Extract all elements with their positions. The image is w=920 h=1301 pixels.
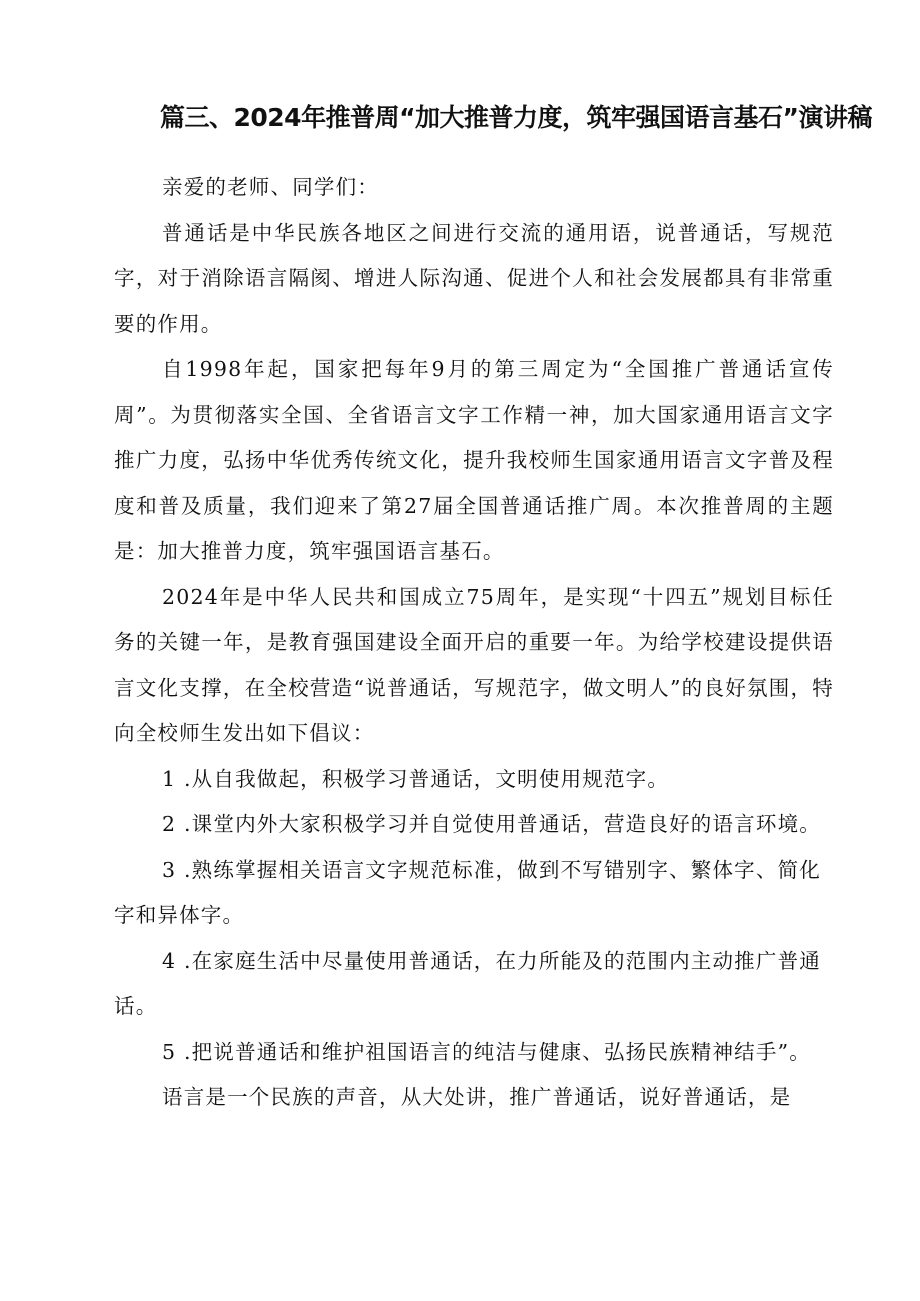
paragraph-1: 普通话是中华民族各地区之间进行交流的通用语，说普通话，写规范字，对于消除语言隔阂、增进人际沟通、促进个人和社会发展都具有非常重要的作用。 — [114, 220, 834, 336]
closing-paragraph: 语言是一个民族的声音，从大处讲，推广普通话，说好普通话，是 — [162, 1085, 792, 1109]
paragraph-3: 2024年是中华人民共和国成立75周年，是实现“十四五”规划目标任务的关键一年，是教育强国建设全面开启的重要一年。为给学校建设提供语言文化支撑，在全校营造“说普通话，写规范字，做文明人”的良好氛围，特向全校师生发出如下倡议： — [114, 584, 834, 745]
initiative-item-5: 5 .把说普通话和维护祖国语言的纯洁与健康、弘扬民族精神结手”。 — [162, 1039, 811, 1064]
initiative-item-2: 2 .课堂内外大家积极学习并自觉使用普通话，营造良好的语言环境。 — [162, 812, 821, 836]
paragraph-2: 自1998年起，国家把每年9月的第三周定为“全国推广普通话宣传周”。为贯彻落实全国、全省语言文字工作精一神，加大国家通用语言文字推广力度，弘扬中华优秀传统文化，提升我校师生国家通用语言文字普及程度和普及质量，我们迎来了第27届全国普通话推广周。本次推普周的主题是：加大推普力度，筑牢强国语言基石。 — [114, 357, 834, 563]
initiative-item-1: 1 .从自我做起，积极学习普通话，文明使用规范字。 — [162, 766, 670, 791]
initiative-item-4: 4 .在家庭生活中尽量使用普通话，在力所能及的范围内主动推广普通话。 — [114, 948, 821, 1018]
document-title: 篇三、2024年推普周“加大推普力度，筑牢强国语言基石”演讲稿 — [160, 103, 872, 132]
greeting: 亲爱的老师、同学们： — [162, 175, 379, 199]
initiative-item-3: 3 .熟练掌握相关语言文字规范标准，做到不写错别字、繁体字、简化字和异体字。 — [114, 857, 821, 927]
document-body — [114, 165, 834, 1121]
